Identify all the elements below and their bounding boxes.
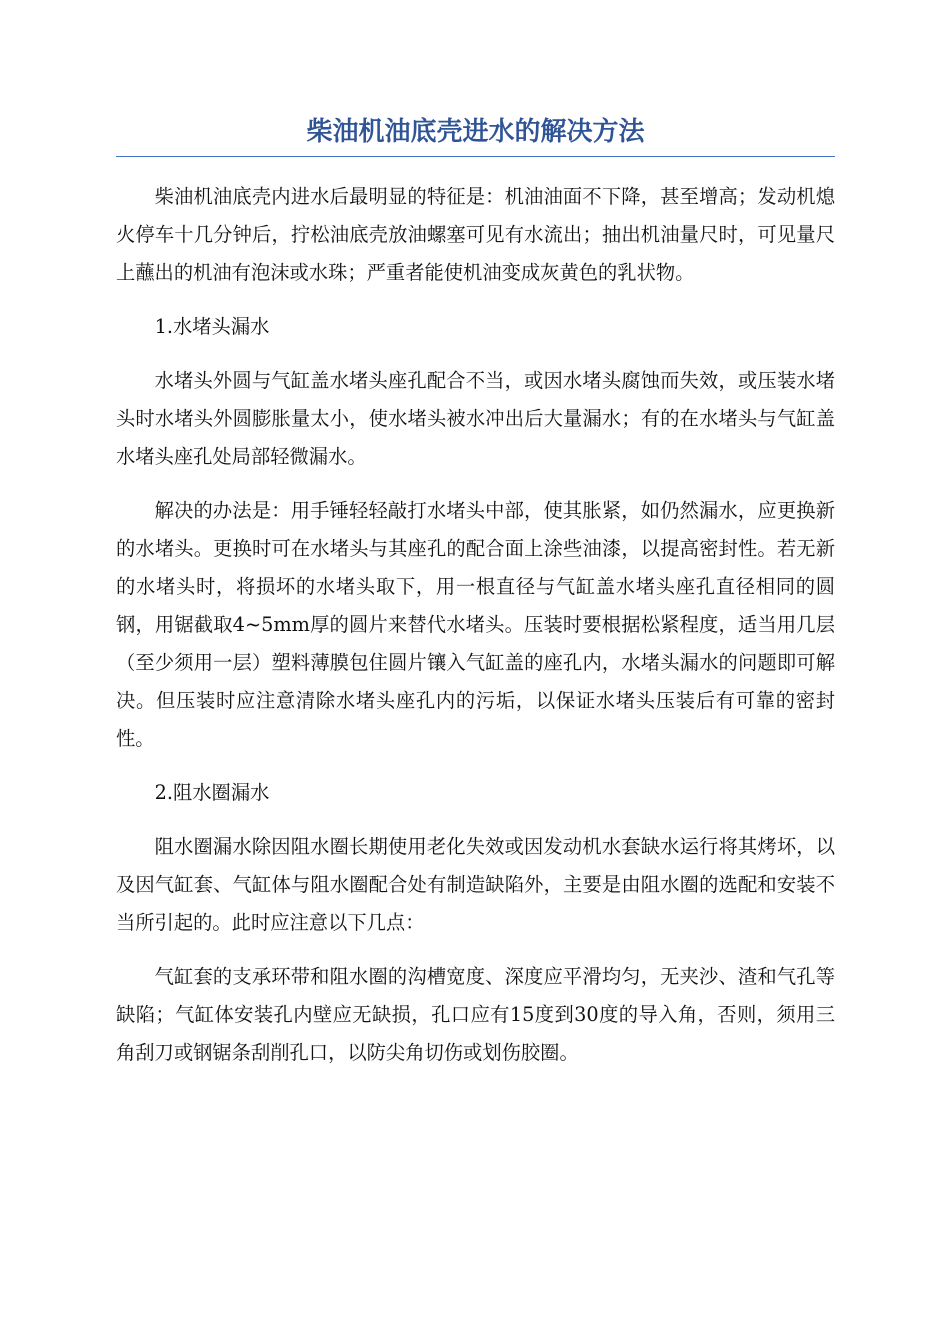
intro-paragraph: 柴油机油底壳内进水后最明显的特征是：机油油面不下降，甚至增高；发动机熄火停车十几分钟后，拧松油底壳放油螺塞可见有水流出；抽出机油量尺时，可见量尺上蘸出的机油有泡沫或水珠；严重者能使机油变成灰黄色的乳状物。 xyxy=(116,185,835,284)
document-page xyxy=(116,110,835,1072)
document-title: 柴油机油底壳进水的解决方法 xyxy=(116,110,835,157)
section-2-paragraph-1: 阻水圈漏水除因阻水圈长期使用老化失效或因发动机水套缺水运行将其烤坏，以及因气缸套、气缸体与阻水圈配合处有制造缺陷外，主要是由阻水圈的选配和安装不当所引起的。此时应注意以下几点： xyxy=(116,835,835,934)
section-2-heading: 2.阻水圈漏水 xyxy=(154,781,270,804)
section-2-paragraph-2: 气缸套的支承环带和阻水圈的沟槽宽度、深度应平滑均匀，无夹沙、渣和气孔等缺陷；气缸体安装孔内壁应无缺损，孔口应有15度到30度的导入角，否则，须用三角刮刀或钢锯条刮削孔口，以防尖角切伤或划伤胶圈。 xyxy=(116,965,835,1064)
section-1-heading: 1.水堵头漏水 xyxy=(154,315,270,338)
section-1-paragraph-1: 水堵头外圆与气缸盖水堵头座孔配合不当，或因水堵头腐蚀而失效，或压装水堵头时水堵头外圆膨胀量太小，使水堵头被水冲出后大量漏水；有的在水堵头与气缸盖水堵头座孔处局部轻微漏水。 xyxy=(116,369,835,468)
section-1-paragraph-2: 解决的办法是：用手锤轻轻敲打水堵头中部，使其胀紧，如仍然漏水，应更换新的水堵头。更换时可在水堵头与其座孔的配合面上涂些油漆，以提高密封性。若无新的水堵头时，将损坏的水堵头取下，用一根直径与气缸盖水堵头座孔直径相同的圆钢，用锯截取4~5mm厚的圆片来替代水堵头。压装时要根据松紧程度，适当用几层（至少须用一层）塑料薄膜包住圆片镶入气缸盖的座孔内，水堵头漏水的问题即可解决。但压装时应注意清除水堵头座孔内的污垢，以保证水堵头压装后有可靠的密封性。 xyxy=(116,499,835,750)
